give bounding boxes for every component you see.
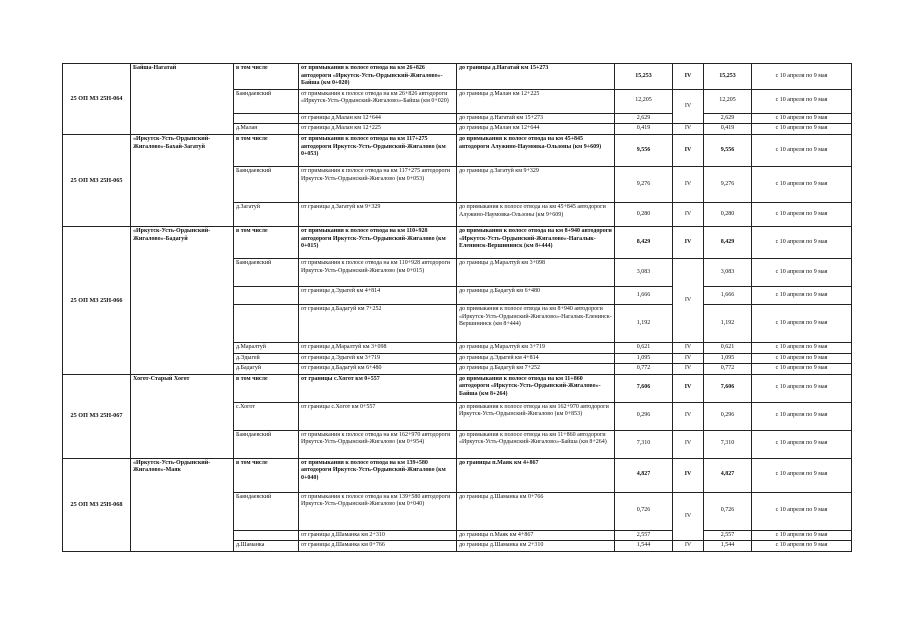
end-cell: до границы д.Бадагуй км 6+480 xyxy=(457,286,615,304)
restricted-length-cell: 12,205 xyxy=(704,89,752,113)
period-cell: с 10 апреля по 9 мая xyxy=(752,353,852,364)
category-cell: IV xyxy=(673,402,704,430)
category-cell: IV xyxy=(673,124,704,135)
period-cell: с 10 апреля по 9 мая xyxy=(752,430,852,458)
category-cell: IV xyxy=(673,258,704,342)
end-cell: до границы д.Нагатай км 15+273 xyxy=(457,113,615,124)
category-cell: IV xyxy=(673,166,704,202)
length-cell: 7,310 xyxy=(615,430,673,458)
length-cell: 0,280 xyxy=(615,202,673,226)
category-cell: IV xyxy=(673,342,704,353)
start-cell: от границы д.Эдыгей км 3+719 xyxy=(299,353,457,364)
length-cell: 15,253 xyxy=(615,64,673,90)
road-code-cell: 25 ОП МЗ 25Н-068 xyxy=(63,458,131,551)
end-cell: до границы д.Маралтуй км 3+719 xyxy=(457,342,615,353)
restricted-length-cell: 9,276 xyxy=(704,166,752,202)
end-cell: до примыкания к полосе отвода на км 8+940 автодороги «Иркутск-Усть-Ордынский-Жигалово»-Нагалык-Еленинск-Вершининск (км 8+444) xyxy=(457,226,615,258)
end-cell: до примыкания к полосе отвода на км 11+860 автодороги «Иркутск-Усть-Ордынский-Жигалово»-Байша (км 8+264) xyxy=(457,430,615,458)
length-cell: 0,419 xyxy=(615,124,673,135)
end-cell: до границы д.Малан км 12+225 xyxy=(457,89,615,113)
period-cell: с 10 апреля по 9 мая xyxy=(752,166,852,202)
start-cell: от границы д.Эдыгей км 4+814 xyxy=(299,286,457,304)
restricted-length-cell: 0,772 xyxy=(704,364,752,375)
length-cell: 1,544 xyxy=(615,541,673,552)
period-cell: с 10 апреля по 9 мая xyxy=(752,492,852,530)
start-cell: от границы д.Малан км 12+225 xyxy=(299,124,457,135)
period-cell: с 10 апреля по 9 мая xyxy=(752,402,852,430)
period-cell: с 10 апреля по 9 мая xyxy=(752,286,852,304)
segment-cell: в том числе xyxy=(234,458,299,492)
start-cell: от границы с.Хогот км 0+557 xyxy=(299,402,457,430)
period-cell: с 10 апреля по 9 мая xyxy=(752,89,852,113)
length-cell: 3,083 xyxy=(615,258,673,286)
start-cell: от примыкания к полосе отвода на км 117+275 автодороги Иркутск-Усть-Ордынский-Жигалово (км 0+053) xyxy=(299,134,457,166)
length-cell: 8,429 xyxy=(615,226,673,258)
period-cell: с 10 апреля по 9 мая xyxy=(752,304,852,342)
category-cell: IV xyxy=(673,492,704,541)
restricted-length-cell: 7,606 xyxy=(704,374,752,402)
end-cell: до примыкания к полосе отвода на км 162+970 автодороги Иркутск-Усть-Ордынский-Жигалово (км 0+853) xyxy=(457,402,615,430)
segment-cell: Баяндаевский xyxy=(234,492,299,530)
length-cell: 0,772 xyxy=(615,364,673,375)
segment-cell: Баяндаевский xyxy=(234,166,299,202)
period-cell: с 10 апреля по 9 мая xyxy=(752,374,852,402)
category-cell: IV xyxy=(673,541,704,552)
category-cell: IV xyxy=(673,226,704,258)
end-cell: до примыкания к полосе отвода на км 8+940 автодороги «Иркутск-Усть-Ордынский-Жигалово»-Нагалык-Еленинск-Вершининск (км 8+444) xyxy=(457,304,615,342)
restricted-length-cell: 1,192 xyxy=(704,304,752,342)
end-cell: до примыкания к полосе отвода на км 45+845 автодороги Алужино-Наумовка-Ользоны (км 9+609) xyxy=(457,202,615,226)
restricted-length-cell: 0,296 xyxy=(704,402,752,430)
table-body xyxy=(63,64,852,552)
end-cell: до примыкания к полосе отвода на км 11+860 автодороги «Иркутск-Усть-Ордынский-Жигалово»-Байша (км 8+264) xyxy=(457,374,615,402)
segment-cell: в том числе xyxy=(234,226,299,258)
start-cell: от примыкания к полосе отвода на км 110+928 автодороги Иркутск-Усть-Ордынский-Жигалово (км 0+015) xyxy=(299,258,457,286)
category-cell: IV xyxy=(673,364,704,375)
road-name-cell: Байша-Нагатай xyxy=(131,64,234,135)
road-code-cell: 25 ОП МЗ 25Н-066 xyxy=(63,226,131,374)
end-cell: до границы д.Бадагуй км 7+252 xyxy=(457,364,615,375)
restricted-length-cell: 3,083 xyxy=(704,258,752,286)
segment-cell xyxy=(234,304,299,342)
category-cell: IV xyxy=(673,458,704,492)
road-code-cell: 25 ОП МЗ 25Н-065 xyxy=(63,134,131,226)
segment-cell: Баяндаевский xyxy=(234,430,299,458)
segment-cell: Баяндаевский xyxy=(234,258,299,286)
road-restrictions-table xyxy=(62,63,852,552)
road-name-cell: «Иркутск-Усть-Ордынский-Жигалово»-Бахай-Загатуй xyxy=(131,134,234,226)
table-row xyxy=(63,374,852,402)
restricted-length-cell: 9,556 xyxy=(704,134,752,166)
end-cell: до границы д.Загатуй км 9+329 xyxy=(457,166,615,202)
end-cell: до границы д.Шаманка км 2+310 xyxy=(457,541,615,552)
length-cell: 7,606 xyxy=(615,374,673,402)
category-cell: IV xyxy=(673,430,704,458)
segment-cell: д.Загатуй xyxy=(234,202,299,226)
restricted-length-cell: 1,544 xyxy=(704,541,752,552)
end-cell: до границы д.Эдыгей км 4+814 xyxy=(457,353,615,364)
start-cell: от границы д.Шаманка км 2+310 xyxy=(299,530,457,541)
length-cell: 1,666 xyxy=(615,286,673,304)
period-cell: с 10 апреля по 9 мая xyxy=(752,458,852,492)
segment-cell: д.Бадагуй xyxy=(234,364,299,375)
category-cell: IV xyxy=(673,134,704,166)
road-code-cell: 25 ОП МЗ 25Н-067 xyxy=(63,374,131,458)
end-cell: до границы п.Маяк км 4+867 xyxy=(457,458,615,492)
segment-cell: д.Эдыгей xyxy=(234,353,299,364)
start-cell: от примыкания к полосе отвода на км 139+580 автодороги Иркутск-Усть-Ордынский-Жигалово (км 0+040) xyxy=(299,458,457,492)
start-cell: от границы с.Хогот км 0+557 xyxy=(299,374,457,402)
restricted-length-cell: 1,666 xyxy=(704,286,752,304)
restricted-length-cell: 0,621 xyxy=(704,342,752,353)
period-cell: с 10 апреля по 9 мая xyxy=(752,202,852,226)
start-cell: от примыкания к полосе отвода на км 26+826 автодороги «Иркутск-Усть-Ордынский-Жигалово»-Байша (км 0+020) xyxy=(299,64,457,90)
segment-cell xyxy=(234,113,299,124)
road-name-cell: Хогот-Старый Хогот xyxy=(131,374,234,458)
period-cell: с 10 апреля по 9 мая xyxy=(752,134,852,166)
period-cell: с 10 апреля по 9 мая xyxy=(752,541,852,552)
segment-cell: с.Хогот xyxy=(234,402,299,430)
category-cell: IV xyxy=(673,374,704,402)
restricted-length-cell: 2,629 xyxy=(704,113,752,124)
category-cell: IV xyxy=(673,202,704,226)
period-cell: с 10 апреля по 9 мая xyxy=(752,64,852,90)
restricted-length-cell: 4,827 xyxy=(704,458,752,492)
end-cell: до границы д.Шаманка км 0+766 xyxy=(457,492,615,530)
end-cell: до границы д.Маралтуй км 3+098 xyxy=(457,258,615,286)
length-cell: 1,095 xyxy=(615,353,673,364)
restricted-length-cell: 1,095 xyxy=(704,353,752,364)
segment-cell xyxy=(234,286,299,304)
length-cell: 2,629 xyxy=(615,113,673,124)
table-row xyxy=(63,458,852,492)
restricted-length-cell: 0,280 xyxy=(704,202,752,226)
start-cell: от примыкания к полосе отвода на км 162+970 автодороги Иркутск-Усть-Ордынский-Жигалово (км 0+954) xyxy=(299,430,457,458)
start-cell: от примыкания к полосе отвода на км 26+826 автодороги «Иркутск-Усть-Ордынский-Жигалово»-Байша (км 0+020) xyxy=(299,89,457,113)
length-cell: 9,276 xyxy=(615,166,673,202)
segment-cell: в том числе xyxy=(234,374,299,402)
start-cell: от границы д.Малан км 12+644 xyxy=(299,113,457,124)
period-cell: с 10 апреля по 9 мая xyxy=(752,124,852,135)
length-cell: 4,827 xyxy=(615,458,673,492)
segment-cell: д.Шаманка xyxy=(234,541,299,552)
restricted-length-cell: 0,726 xyxy=(704,492,752,530)
length-cell: 0,296 xyxy=(615,402,673,430)
length-cell: 2,557 xyxy=(615,530,673,541)
segment-cell: в том числе xyxy=(234,134,299,166)
end-cell: до границы д.Малан км 12+644 xyxy=(457,124,615,135)
road-code-cell: 25 ОП МЗ 25Н-064 xyxy=(63,64,131,135)
category-cell: IV xyxy=(673,64,704,90)
period-cell: с 10 апреля по 9 мая xyxy=(752,113,852,124)
start-cell: от примыкания к полосе отвода на км 139+580 автодороги Иркутск-Усть-Ордынский-Жигалово (км 0+040) xyxy=(299,492,457,530)
table-row xyxy=(63,134,852,166)
segment-cell: в том числе xyxy=(234,64,299,90)
start-cell: от примыкания к полосе отвода на км 110+928 автодороги Иркутск-Усть-Ордынский-Жигалово (км 0+015) xyxy=(299,226,457,258)
restricted-length-cell: 8,429 xyxy=(704,226,752,258)
segment-cell: д.Маралтуй xyxy=(234,342,299,353)
length-cell: 12,205 xyxy=(615,89,673,113)
start-cell: от примыкания к полосе отвода на км 117+275 автодороги Иркутск-Усть-Ордынский-Жигалово (км 0+053) xyxy=(299,166,457,202)
end-cell: до границы п.Маяк км 4+867 xyxy=(457,530,615,541)
restricted-length-cell: 15,253 xyxy=(704,64,752,90)
length-cell: 0,621 xyxy=(615,342,673,353)
start-cell: от границы д.Бадагуй км 6+480 xyxy=(299,364,457,375)
road-name-cell: «Иркутск-Усть-Ордынский-Жигалово»-Бадагуй xyxy=(131,226,234,374)
start-cell: от границы д.Маралтуй км 3+098 xyxy=(299,342,457,353)
restricted-length-cell: 7,310 xyxy=(704,430,752,458)
table-row xyxy=(63,64,852,90)
period-cell: с 10 апреля по 9 мая xyxy=(752,258,852,286)
segment-cell: д.Малан xyxy=(234,124,299,135)
period-cell: с 10 апреля по 9 мая xyxy=(752,226,852,258)
table-row xyxy=(63,226,852,258)
segment-cell: Баяндаевский xyxy=(234,89,299,113)
end-cell: до примыкания к полосе отвода на км 45+845 автодороги Алужино-Наумовка-Ользоны (км 9+609) xyxy=(457,134,615,166)
start-cell: от границы д.Бадагуй км 7+252 xyxy=(299,304,457,342)
restricted-length-cell: 2,557 xyxy=(704,530,752,541)
length-cell: 0,726 xyxy=(615,492,673,530)
segment-cell xyxy=(234,530,299,541)
restricted-length-cell: 0,419 xyxy=(704,124,752,135)
start-cell: от границы д.Шаманка км 0+766 xyxy=(299,541,457,552)
start-cell: от границы д.Загатуй км 9+329 xyxy=(299,202,457,226)
category-cell: IV xyxy=(673,353,704,364)
period-cell: с 10 апреля по 9 мая xyxy=(752,364,852,375)
period-cell: с 10 апреля по 9 мая xyxy=(752,342,852,353)
end-cell: до границы д.Нагатай км 15+273 xyxy=(457,64,615,90)
length-cell: 9,556 xyxy=(615,134,673,166)
category-cell: IV xyxy=(673,89,704,124)
road-name-cell: «Иркутск-Усть-Ордынский-Жигалово»-Маяк xyxy=(131,458,234,551)
period-cell: с 10 апреля по 9 мая xyxy=(752,530,852,541)
length-cell: 1,192 xyxy=(615,304,673,342)
